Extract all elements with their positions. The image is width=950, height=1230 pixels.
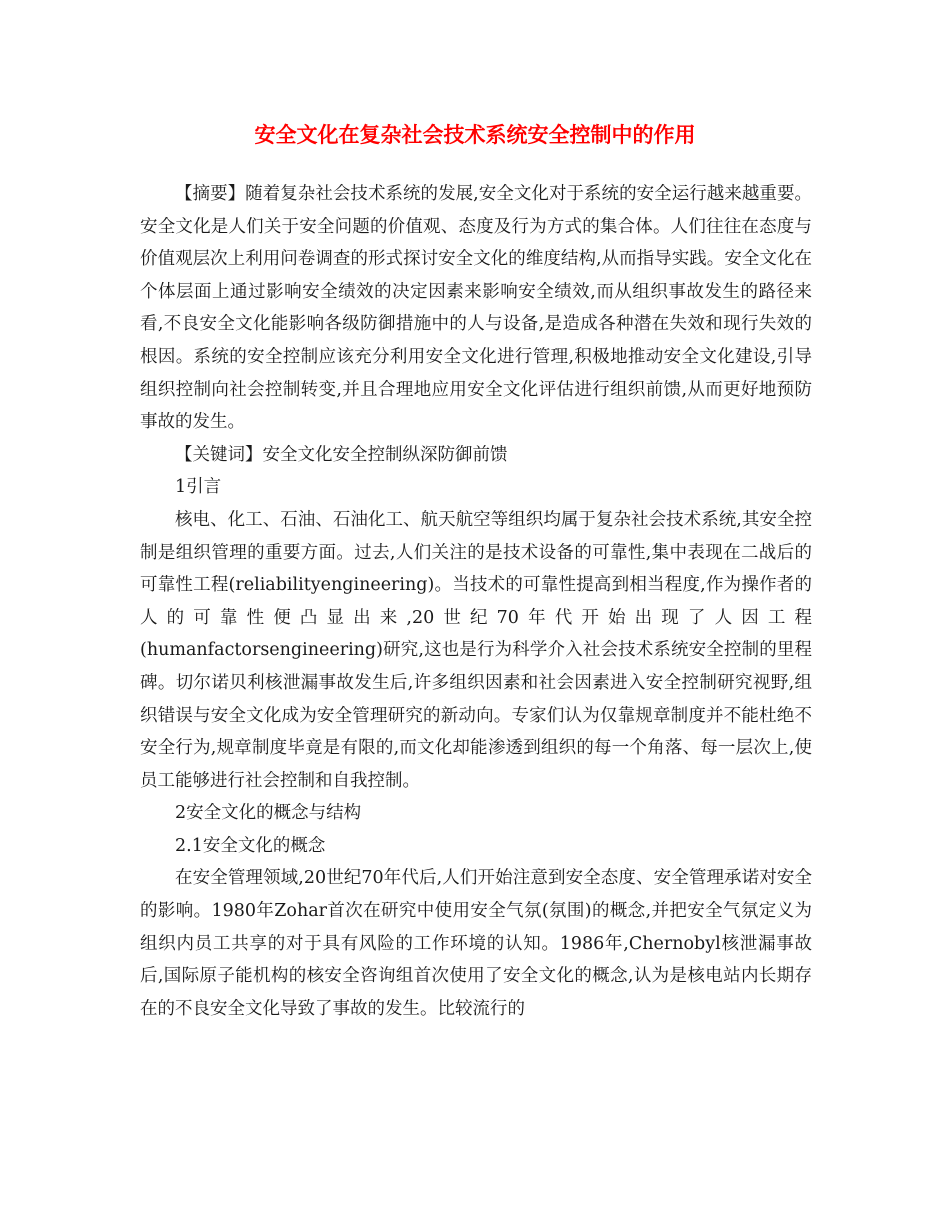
subsection-heading-concept: 2.1安全文化的概念 <box>175 835 326 856</box>
document-title: 安全文化在复杂社会技术系统安全控制中的作用 <box>254 122 696 147</box>
keywords-paragraph: 【关键词】安全文化安全控制纵深防御前馈 <box>175 444 508 465</box>
abstract-paragraph: 【摘要】随着复杂社会技术系统的发展,安全文化对于系统的安全运行越来越重要。安全文化是人们关于安全问题的价值观、态度及行为方式的集合体。人们往往在态度与价值观层次上利用问卷调查的形式探讨安全文化的维度结构,从而指导实践。安全文化在个体层面上通过影响安全绩效的决定因素来影响安全绩效,而从组织事故发生的路径来看,不良安全文化能影响各级防御措施中的人与设备,是造成各种潜在失效和现行失效的根因。系统的安全控制应该充分利用安全文化进行管理,积极地推动安全文化建设,引导组织控制向社会控制转变,并且合理地应用安全文化评估进行组织前馈,从而更好地预防事故的发生。 <box>140 184 812 433</box>
section-heading-concept-structure: 2安全文化的概念与结构 <box>175 803 362 824</box>
document-body <box>140 178 812 1025</box>
concept-paragraph: 在安全管理领域,20世纪70年代后,人们开始注意到安全态度、安全管理承诺对安全的影响。1980年Zohar首次在研究中使用安全气氛(氛围)的概念,并把安全气氛定义为组织内员工共享的对于具有风险的工作环境的认知。1986年,Chernobyl核泄漏事故后,国际原子能机构的核安全咨询组首次使用了安全文化的概念,认为是核电站内长期存在的不良安全文化导致了事故的发生。比较流行的 <box>140 868 812 1019</box>
introduction-paragraph: 核电、化工、石油、石油化工、航天航空等组织均属于复杂社会技术系统,其安全控制是组织管理的重要方面。过去,人们关注的是技术设备的可靠性,集中表现在二战后的可靠性工程(reliabilityengineering)。当技术的可靠性提高到相当程度,作为操作者的人的可靠性便凸显出来,20世纪70年代开始出现了人因工程(humanfactorsengineering)研究,这也是行为科学介入社会技术系统安全控制的里程碑。切尔诺贝利核泄漏事故发生后,许多组织因素和社会因素进入安全控制研究视野,组织错误与安全文化成为安全管理研究的新动向。专家们认为仅靠规章制度并不能杜绝不安全行为,规章制度毕竟是有限的,而文化却能渗透到组织的每一个角落、每一层次上,使员工能够进行社会控制和自我控制。 <box>140 509 812 791</box>
section-heading-introduction: 1引言 <box>175 477 222 498</box>
